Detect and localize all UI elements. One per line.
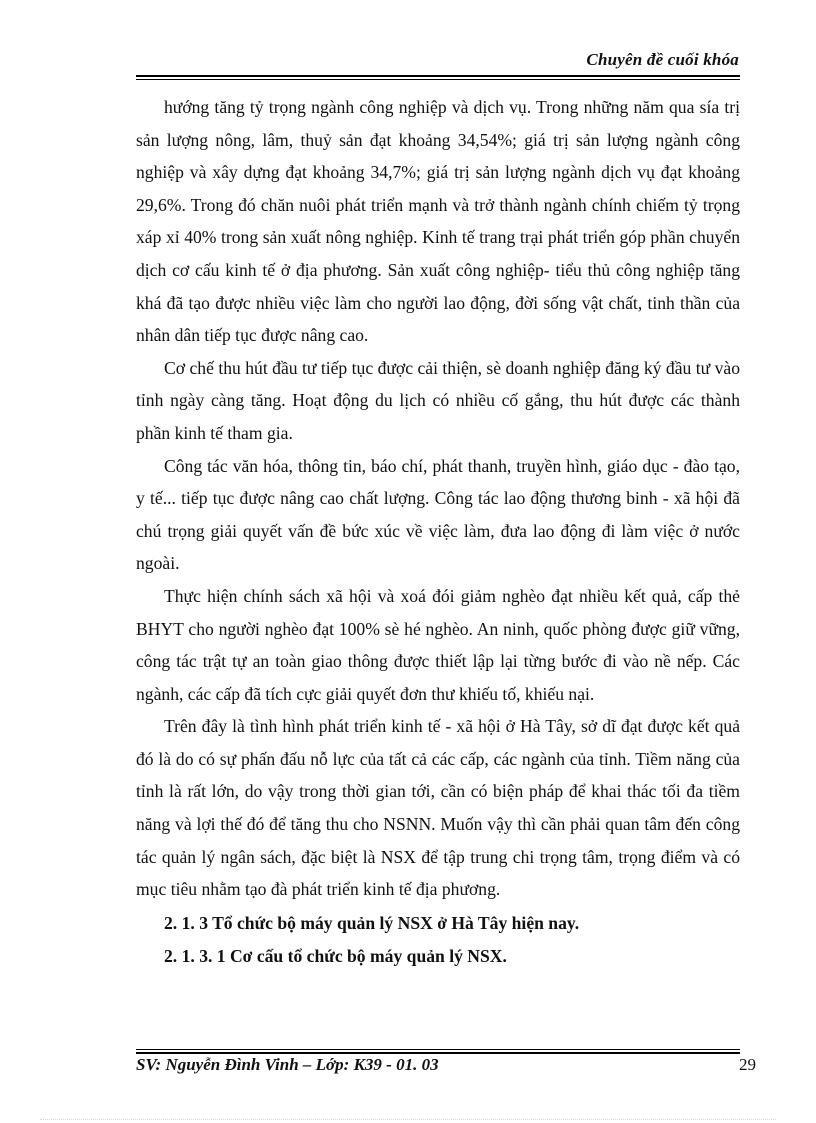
document-header-title: Chuyên đề cuối khóa — [586, 50, 739, 69]
footer-rule-thin — [136, 1049, 740, 1050]
page-body — [136, 91, 740, 973]
body-paragraph: hướng tăng tỷ trọng ngành công nghiệp và dịch vụ. Trong những năm qua sía trị sản lượng nông, lâm, thuỷ sản đạt khoảng 34,54%; giá trị sản lượng ngành công nghiệp và xây dựng đạt khoảng 34,7%; giá trị sản lượng ngành dịch vụ đạt khoảng 29,6%. Trong đó chăn nuôi phát triển mạnh và trở thành ngành chính chiếm tỷ trọng xáp xỉ 40% trong sản xuất nông nghiệp. Kinh tế trang trại phát triển góp phần chuyển dịch cơ cấu kinh tế ở địa phương. Sản xuất công nghiệp- tiểu thủ công nghiệp tăng khá đã tạo được nhiều việc làm cho người lao động, đời sống vật chất, tinh thần của nhân dân tiếp tục được nâng cao. — [136, 97, 740, 346]
section-heading: 2. 1. 3 Tổ chức bộ máy quản lý NSX ở Hà Tây hiện nay. — [164, 912, 580, 933]
header-rule-thick — [136, 75, 740, 77]
footer-author: SV: Nguyễn Đình Vinh – Lớp: K39 - 01. 03 — [136, 1055, 439, 1074]
page-edge-dotted-line — [40, 1119, 776, 1120]
body-paragraph: Cơ chế thu hút đầu tư tiếp tục được cải thiện, sè doanh nghiệp đăng ký đầu tư vào tỉnh ngày càng tăng. Hoạt động du lịch có nhiều cố gắng, thu hút được các thành phần kinh tế tham gia. — [136, 357, 740, 443]
body-paragraph: Trên đây là tình hình phát triển kinh tế - xã hội ở Hà Tây, sở dĩ đạt được kết quả đó là do có sự phấn đấu nỗ lực của tất cả các cấp, các ngành của tỉnh. Tiềm năng của tỉnh là rất lớn, do vậy trong thời gian tới, cần có biện pháp để khai thác tối đa tiềm năng và lợi thế đó để tăng thu cho NSNN. Muốn vậy thì cần phải quan tâm đến công tác quản lý ngân sách, đặc biệt là NSX để tập trung chi trọng tâm, trọng điểm và có mục tiêu nhằm tạo đà phát triển kinh tế địa phương. — [136, 716, 740, 900]
subsection-heading: 2. 1. 3. 1 Cơ cấu tổ chức bộ máy quản lý NSX. — [164, 946, 507, 967]
page-number: 29 — [739, 1055, 756, 1074]
header-rule-thin — [136, 79, 740, 80]
body-paragraph: Công tác văn hóa, thông tin, báo chí, phát thanh, truyền hình, giáo dục - đào tạo, y tế... tiếp tục được nâng cao chất lượng. Công tác lao động thương binh - xã hội đã chú trọng giải quyết vấn đề bức xúc về việc làm, đưa lao động đi làm việc ở nước ngoài. — [136, 455, 740, 574]
footer-rule-thick — [136, 1052, 740, 1054]
body-paragraph: Thực hiện chính sách xã hội và xoá đói giảm nghèo đạt nhiều kết quả, cấp thẻ BHYT cho người nghèo đạt 100% sè hé nghèo. An ninh, quốc phòng được giữ vững, công tác trật tự an toàn giao thông được thiết lập lại từng bước đi vào nề nếp. Các ngành, các cấp đã tích cực giải quyết đơn thư khiếu tố, khiếu nại. — [136, 585, 740, 704]
